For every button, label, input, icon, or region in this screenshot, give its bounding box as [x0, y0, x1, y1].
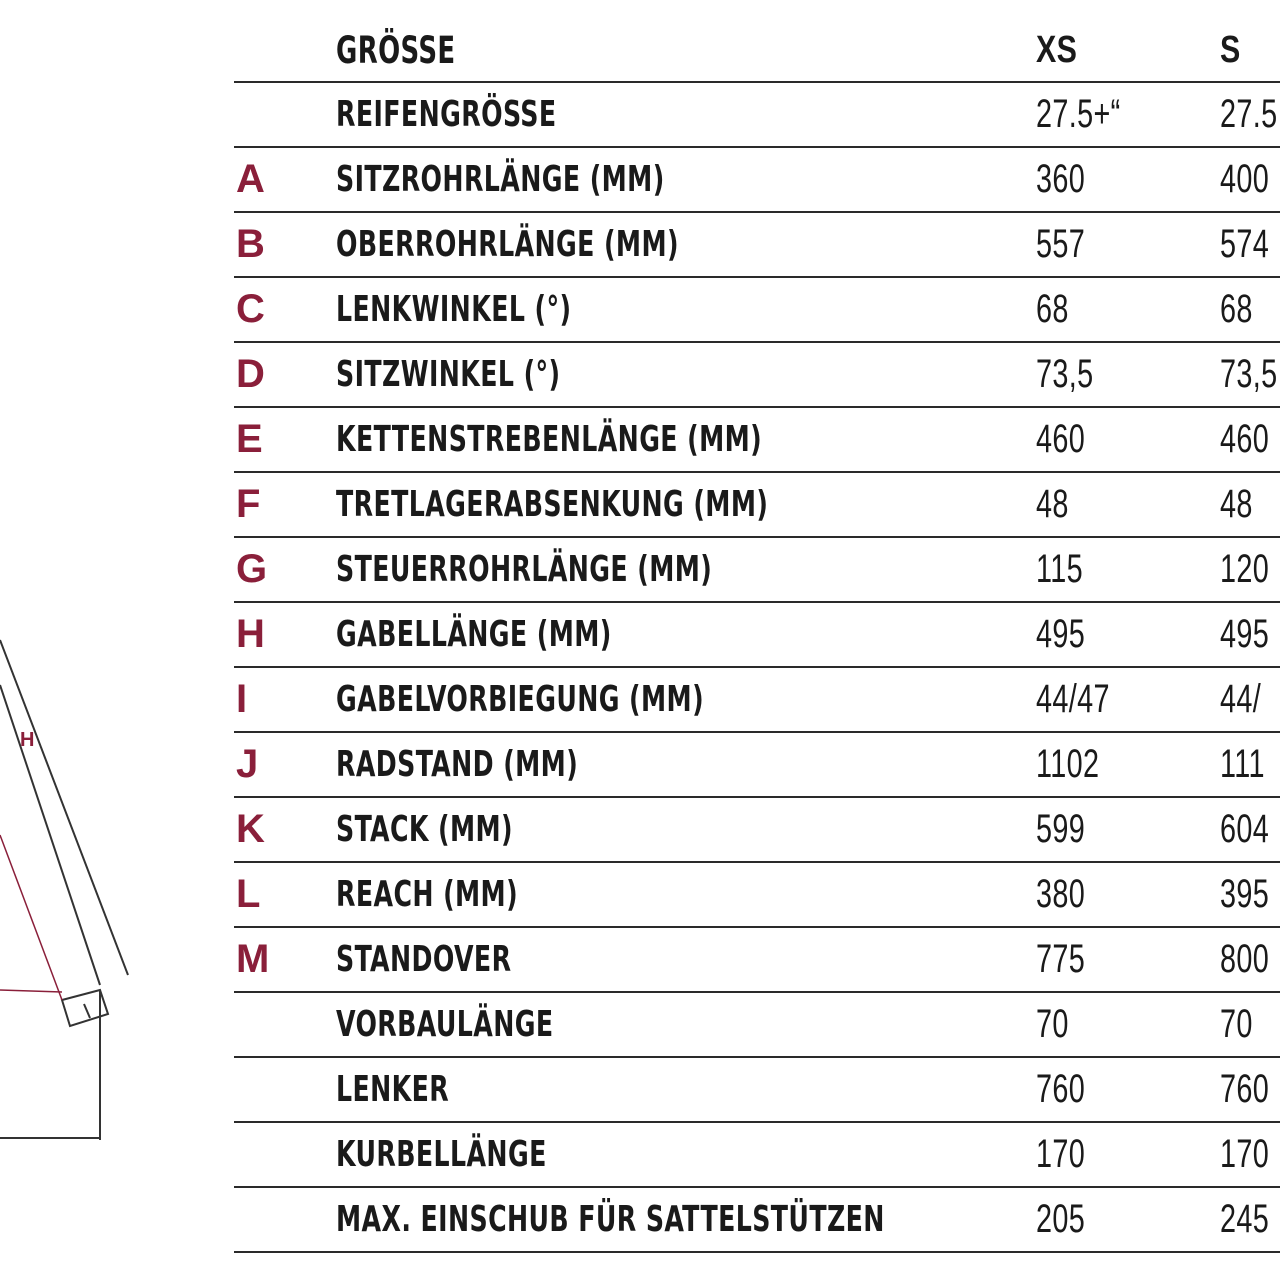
row-label: REACH (MM) [336, 874, 519, 915]
row-value-s: 111 [1220, 742, 1265, 786]
row-value-s: 245 [1220, 1197, 1270, 1241]
row-label: KURBELLÄNGE [336, 1134, 547, 1175]
table-row [234, 863, 1280, 928]
table-row [234, 603, 1280, 668]
row-letter: G [236, 547, 268, 591]
row-label: RADSTAND (MM) [336, 744, 579, 785]
row-value-s: 460 [1220, 417, 1270, 461]
row-value-xs: 170 [1036, 1132, 1086, 1176]
row-value-xs: 557 [1036, 222, 1086, 266]
table-header-row [234, 20, 1280, 83]
table-row [234, 213, 1280, 278]
row-value-s: 44/ [1220, 677, 1262, 721]
row-label: KETTENSTREBENLÄNGE (MM) [336, 419, 763, 460]
row-value-xs: 205 [1036, 1197, 1086, 1241]
row-letter [236, 993, 296, 1056]
table-row [234, 928, 1280, 993]
fork-axis-line [0, 835, 62, 1000]
row-letter [236, 83, 296, 146]
row-value-s: 495 [1220, 612, 1270, 656]
row-label: STEUERROHRLÄNGE (MM) [336, 549, 713, 590]
geometry-table [234, 20, 1280, 1253]
row-label: REIFENGRÖSSE [336, 94, 557, 135]
row-value-s: 400 [1220, 157, 1270, 201]
row-letter: L [236, 872, 261, 916]
fork-line-inner [0, 685, 100, 985]
row-value-xs: 760 [1036, 1067, 1086, 1111]
row-letter [236, 1058, 296, 1121]
row-letter: D [236, 352, 265, 396]
table-row [234, 148, 1280, 213]
row-value-xs: 27.5+“ [1036, 92, 1121, 136]
row-value-xs: 115 [1036, 547, 1084, 591]
table-row [234, 993, 1280, 1058]
table-row [234, 798, 1280, 863]
row-value-xs: 1102 [1036, 742, 1100, 786]
row-value-xs: 380 [1036, 872, 1086, 916]
table-row [234, 1123, 1280, 1188]
row-label: VORBAULÄNGE [336, 1004, 554, 1045]
row-value-s: 73,5 [1220, 352, 1278, 396]
row-value-xs: 460 [1036, 417, 1086, 461]
row-label: LENKWINKEL (°) [336, 289, 572, 330]
row-letter: F [236, 482, 261, 526]
row-value-s: 170 [1220, 1132, 1270, 1176]
down-tube-line [0, 990, 62, 992]
diagram-label-h: H [20, 729, 35, 751]
row-letter: J [236, 742, 259, 786]
table-row [234, 538, 1280, 603]
row-value-xs: 599 [1036, 807, 1086, 851]
row-label: TRETLAGERABSENKUNG (MM) [336, 484, 769, 525]
row-value-s: 68 [1220, 287, 1253, 331]
row-value-xs: 48 [1036, 482, 1069, 526]
row-value-s: 70 [1220, 1002, 1253, 1046]
table-row [234, 668, 1280, 733]
column-header-size: GRÖSSE [336, 29, 456, 72]
row-value-xs: 775 [1036, 937, 1086, 981]
row-letter: E [236, 417, 263, 461]
row-letter: M [236, 937, 270, 981]
row-value-xs: 360 [1036, 157, 1086, 201]
row-letter: C [236, 287, 265, 331]
row-letter: H [236, 612, 265, 656]
row-value-s: 760 [1220, 1067, 1270, 1111]
table-row [234, 1058, 1280, 1123]
column-header-xs: XS [1036, 29, 1078, 71]
geometry-diagram [0, 0, 240, 1280]
dimension-tick [84, 1004, 90, 1018]
row-label: GABELVORBIEGUNG (MM) [336, 679, 705, 720]
row-value-xs: 68 [1036, 287, 1069, 331]
row-label: STACK (MM) [336, 809, 513, 850]
row-value-s: 574 [1220, 222, 1270, 266]
row-value-xs: 70 [1036, 1002, 1069, 1046]
column-header-s: S [1220, 29, 1241, 71]
table-row [234, 733, 1280, 798]
row-label: STANDOVER [336, 939, 512, 980]
row-value-xs: 73,5 [1036, 352, 1094, 396]
row-value-s: 800 [1220, 937, 1270, 981]
row-value-s: 604 [1220, 807, 1270, 851]
row-label: OBERROHRLÄNGE (MM) [336, 224, 679, 265]
row-label: SITZWINKEL (°) [336, 354, 561, 395]
row-label: GABELLÄNGE (MM) [336, 614, 612, 655]
table-row [234, 473, 1280, 538]
row-letter: B [236, 222, 265, 266]
row-label: SITZROHRLÄNGE (MM) [336, 159, 665, 200]
row-label: LENKER [336, 1069, 450, 1110]
row-letter: A [236, 157, 265, 201]
row-value-s: 48 [1220, 482, 1253, 526]
table-row [234, 343, 1280, 408]
table-row [234, 278, 1280, 343]
table-row [234, 1188, 1280, 1253]
row-letter [236, 20, 296, 81]
row-value-s: 27.5 [1220, 92, 1278, 136]
row-label: MAX. EINSCHUB FÜR SATTELSTÜTZEN [336, 1199, 885, 1240]
row-value-s: 120 [1220, 547, 1270, 591]
row-letter: I [236, 677, 248, 721]
row-letter [236, 1123, 296, 1186]
row-value-xs: 44/47 [1036, 677, 1110, 721]
table-row [234, 408, 1280, 473]
row-value-xs: 495 [1036, 612, 1086, 656]
row-letter [236, 1188, 296, 1251]
row-value-s: 395 [1220, 872, 1270, 916]
table-row [234, 83, 1280, 148]
fork-line-outer [0, 640, 128, 975]
row-letter: K [236, 807, 265, 851]
